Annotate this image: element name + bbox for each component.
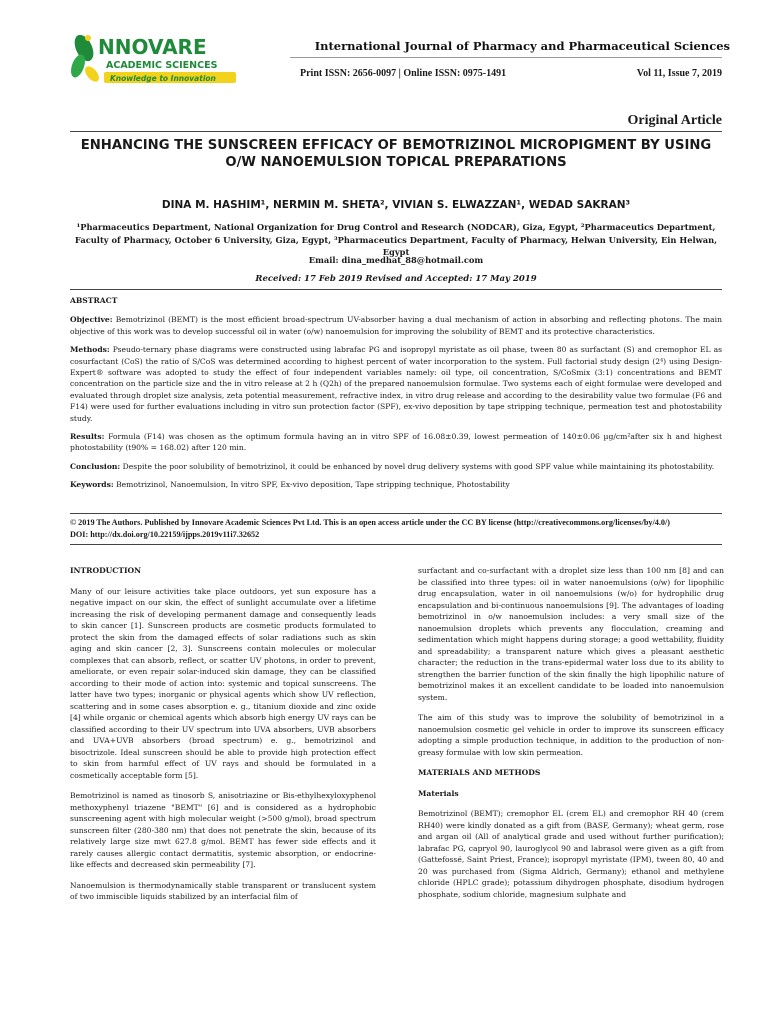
article-title: ENHANCING THE SUNSCREEN EFFICACY OF BEMOTRIZINOL MICROPIGMENT BY USING O/W NANOEMULSION TOPICAL PREPARATIONS xyxy=(80,138,712,170)
received-dates: Received: 17 Feb 2019 Revised and Accepted: 17 May 2019 xyxy=(255,274,537,284)
aim-paragraph: The aim of this study was to improve the solubility of bemotrizinol in a nanoemulsion cosmetic gel vehicle in order to improve its sunscreen efficacy adopting a simple production technique, in addition to the production of non-greasy formulae with low skin permeation. xyxy=(418,713,724,757)
right-column xyxy=(418,565,724,909)
abstract-results: Results: Formula (F14) was chosen as the optimum formula having an in vitro SPF of 16.08±0.39, lowest permeation of 140±0.06 µg/cm²after six h and highest photostability (t90% = 168.02) after 120 min. xyxy=(70,432,722,453)
abstract-conclusion: Conclusion: Despite the poor solubility of bemotrizinol, it could be enhanced by novel drug delivery systems with good SPF value while maintaining its photostability. xyxy=(70,461,715,471)
abstract-heading: ABSTRACT xyxy=(70,296,118,305)
copyright-block xyxy=(70,517,722,540)
logo-word: NNOVARE xyxy=(98,35,207,59)
title-divider xyxy=(70,131,722,132)
affiliations: ¹Pharmaceutics Department, National Organization for Drug Control and Research (NODCAR), Giza, Egypt, ²Pharmaceutics Department, Faculty of Pharmacy, October 6 University, Giza, Egypt, ³Pharmaceutics Department, Faculty of Pharmacy, Helwan University, Ein Helwan, Egypt xyxy=(74,222,718,257)
copyright-top-divider xyxy=(70,513,722,514)
abstract-methods: Methods: Pseudo-ternary phase diagrams were constructed using labrafac PG and isopropyl myristate as oil phase, tween 80 as surfactant (S) and cremophor EL as cosurfactant (CoS) the ratio of S/CoS was determined according to highest percent of water incorporation to the system. Full factorial study design (2⁴) using Design-Expert® software was adopted to study the effect of four independent variables namely: oil type, oil concentration, S/CoSmix (3:1) concentrations and BEMT concentration on the particle size and the in vitro release at 2 h (Q2h) of the prepared nanoemulsion formulae. Two systems each of eight formulae were developed and evaluated through droplet size analysis, zeta potential measurement, refractive index, in vitro drug release and according to the desirability value two formulae (F6 and F14) were used for further evaluations including in vitro sun protection factor (SPF), ex-vivo deposition by tape stripping technique, permeation test and photostability study. xyxy=(70,345,722,423)
abstract-objective: Objective: Bemotrizinol (BEMT) is the most efficient broad-spectrum UV-absorber having a dual mechanism of action in absorbing and reflecting photons. The main objective of this work was to develop successful oil in water (o/w) nanoemulsion for improving the solubility of BEMT and its protective characteristics. xyxy=(70,315,722,336)
introduction-heading: INTRODUCTION xyxy=(70,566,142,575)
leaf-icon xyxy=(68,32,101,84)
intro-paragraph-3: Nanoemulsion is thermodynamically stable transparent or translucent system of two immiscible liquids stabilized by an interfacial film of xyxy=(70,880,376,901)
article-type: Original Article xyxy=(627,113,722,128)
materials-heading: Materials xyxy=(418,788,459,798)
logo-tag: Knowledge to Innovation xyxy=(110,74,216,83)
abstract-top-divider xyxy=(70,289,722,290)
publisher-logo xyxy=(68,26,244,92)
doi-line[interactable]: DOI: http://dx.doi.org/10.22159/ijpps.2019v11i7.32652 xyxy=(70,529,260,539)
author-list: DINA M. HASHIM¹, NERMIN M. SHETA², VIVIAN S. ELWAZZAN¹, WEDAD SAKRAN³ xyxy=(161,199,631,211)
materials-paragraph: Bemotrizinol (BEMT); cremophor EL (crem EL) and cremophor RH 40 (crem RH40) were kindly donated as a gift from (BASF, Germany); wheat germ, rose and argan oil (All of analytical grade and used without further purification); labrafac PG, capryol 90, lauroglycol 90 and labrasol were given as a gift from (Gattefossé, Saint Priest, France); isopropyl myristate (IPM), tween 80, 40 and 20 was purchased from (Sigma Aldrich, Germany); ethanol and methylene chloride (HPLC grade); potassium dihydrogen phosphate, disodium hydrogen phosphate, sodium chloride, magnesium sulphate and xyxy=(418,809,724,899)
methods-heading: MATERIALS AND METHODS xyxy=(418,768,541,777)
issn-line: Print ISSN: 2656-0097 | Online ISSN: 0975-1491 xyxy=(300,68,507,79)
logo-sub: ACADEMIC SCIENCES xyxy=(106,60,218,71)
intro-paragraph-1: Many of our leisure activities take place outdoors, yet sun exposure has a negative impact on our skin, the effect of sunlight accumulate over a lifetime increasing the risk of developing permanent damage and consequently leads to skin cancer [1]. Sunscreen products are cosmetic products formulated to protect the skin from the damaged effects of solar radiations such as skin aging and skin cancer [2, 3]. Sunscreens contain molecules or molecular complexes that can absorb, reflect, or scatter UV photons, in order to prevent, ameliorate, or even repair solar-induced skin damage, they can be classified according to their mode of action into: systemic and topical sunscreens. The latter have two types; inorganic or physical agents which show UV reflection, scattering and in some cases absorption e. g., titanium dioxide and zinc oxide [4] while organic or chemical agents which absorb high energy UV rays can be classified according to their UV spectrum into UVA absorbers, UVB absorbers and UVA+UVB absorbers (broad spectrum) e. g., bemotrizinol and bisoctrizole. Ideal sunscreen should be able to provide high protection effect to skin from harmful effect of UV rays and should be formulated in a cosmetically acceptable form [5]. xyxy=(70,586,376,780)
abstract-block xyxy=(70,295,722,498)
header-divider xyxy=(290,57,722,58)
intro-paragraph-2: Bemotrizinol is named as tinosorb S, anisotriazine or Bis-ethylhexyloxyphenol methoxyphenyl triazene "BEMT" [6] and is considered as a hydrophobic sunscreening agent with high molecular weight (>500 g/mol), broad spectrum sunscreen filter (280-380 nm) that does not penetrate the skin, because of its relatively large size mwt 627.8 g/mol. BEMT has fewer side effects and it rarely causes allergic contact dermatitis, systemic absorption, or endocrine-like effects and decreased skin permeability [7]. xyxy=(70,791,376,869)
license-line[interactable]: © 2019 The Authors. Published by Innovare Academic Sciences Pvt Ltd. This is an open access article under the CC BY license (http://creativecommons.org/licenses/by/4.0/) xyxy=(70,518,671,527)
intro-paragraph-4: surfactant and co-surfactant with a droplet size less than 100 nm [8] and can be classified into three types: oil in water nanoemulsions (o/w) for lipophilic drug encapsulation, water in oil nanoemulsions (w/o) for hydrophilic drug encapsulation and bi-continuous nanoemulsions [9]. The advantages of loading bemotrizinol in o/w nanoemulsion includes: a very small size of the nanoemulsion droplets which prevents any flocculation, creaming and sedimentation which might happens during storage; a good wettability, fluidity and spreadability; a transparent nature which gives a pleasant aesthetic character; the reduction in the trans-epidermal water loss due to its ability to strengthen the barrier function of the skin finally the high lipophilic nature of bemotrizinol makes it an excellent candidate to be loaded into nanoemulsion system. xyxy=(418,566,724,702)
copyright-bottom-divider xyxy=(70,544,722,545)
journal-title: International Journal of Pharmacy and Pharmaceutical Sciences xyxy=(314,39,730,53)
corresponding-email[interactable]: Email: dina_medhat_88@hotmail.com xyxy=(308,255,484,265)
volume-issue: Vol 11, Issue 7, 2019 xyxy=(636,68,722,79)
abstract-keywords: Keywords: Bemotrizinol, Nanoemulsion, In vitro SPF, Ex-vivo deposition, Tape stripping technique, Photostability xyxy=(70,480,510,490)
left-column xyxy=(70,565,376,912)
